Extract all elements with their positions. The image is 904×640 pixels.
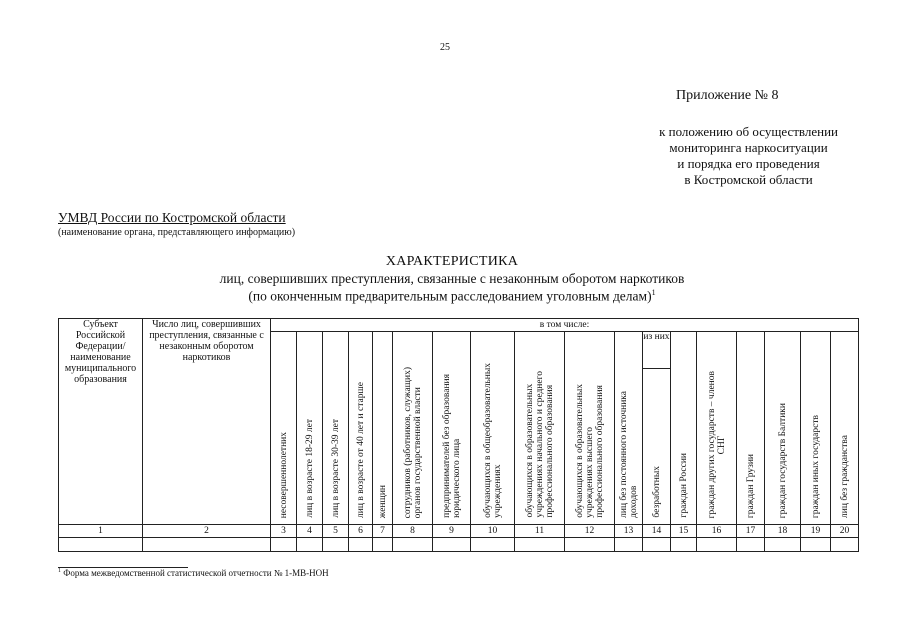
header-subject-text: Субъект Российской Федерации/ наименование муниципального образования [64, 319, 137, 385]
header-c5-text: лиц в возрасте 30-39 лет [330, 419, 341, 518]
document-title: ХАРАКТЕРИСТИКА [385, 254, 519, 269]
header-c5 [323, 332, 349, 525]
header-c9-line: предпринимателей без образования [441, 374, 452, 518]
header-c9 [433, 332, 471, 525]
document-subtitle-2 [0, 288, 904, 305]
header-c13-line: доходов [628, 485, 639, 518]
appendix-subtitle-line: в Костромской области [684, 172, 813, 187]
header-c15 [671, 332, 697, 525]
header-c11-line: обучающихся в образовательных [524, 384, 535, 518]
header-c12-line: обучающихся в образовательных [574, 384, 585, 518]
header-c12-line: профессионального образования [594, 385, 605, 518]
table-cell [831, 538, 859, 552]
column-number: 15 [671, 525, 697, 538]
column-number: 18 [765, 525, 801, 538]
header-c10-text [483, 363, 503, 518]
header-c17-text: граждан Грузии [745, 453, 756, 518]
header-total [143, 319, 271, 525]
table-cell [515, 538, 565, 552]
header-c3-text: несовершеннолетних [278, 431, 289, 518]
header-c13-line: лиц без постоянного источника [618, 391, 629, 518]
header-c7-text: женщин [377, 484, 388, 518]
header-c19-text: граждан иных государств [810, 414, 821, 518]
header-c8-line: органов государственной власти [412, 386, 423, 518]
column-number: 16 [697, 525, 737, 538]
header-c8-line: сотрудников (работников, служащих) [402, 366, 413, 518]
table-cell [615, 538, 643, 552]
characteristics-table [58, 318, 859, 552]
column-number: 7 [373, 525, 393, 538]
header-c16 [697, 332, 737, 525]
table-cell [349, 538, 373, 552]
header-c12-text [575, 384, 605, 518]
column-number: 10 [471, 525, 515, 538]
document-subtitle: лиц, совершивших преступления, связанные с незаконным оборотом наркотиков [219, 271, 685, 286]
column-number: 11 [515, 525, 565, 538]
page-number: 25 [440, 42, 450, 53]
header-c11-line: профессионального образования [544, 385, 555, 518]
column-number: 5 [323, 525, 349, 538]
header-c17 [737, 332, 765, 525]
appendix-title: Приложение № 8 [676, 88, 779, 103]
column-number: 13 [615, 525, 643, 538]
header-c16-line: СНГ [716, 434, 727, 454]
column-number: 1 [59, 525, 143, 538]
header-total-text: Число лиц, совершивших преступления, связанные с незаконным оборотом наркотиков [149, 319, 264, 363]
column-number: 6 [349, 525, 373, 538]
header-c8 [393, 332, 433, 525]
footnote-reference: 1 [651, 288, 656, 297]
table-cell [393, 538, 433, 552]
appendix-subtitle-line: мониторинга наркоситуации [669, 140, 828, 155]
header-c10-line: учреждениях [492, 464, 503, 518]
header-c14-text: безработных [651, 466, 662, 518]
footnote-text: Форма межведомственной статистической отчетности № 1-МВ-НОН [61, 568, 329, 578]
column-number: 14 [643, 525, 671, 538]
header-including-text: в том числе: [539, 320, 590, 330]
appendix-subtitle-line: к положению об осуществлении [659, 124, 838, 139]
column-number-row [59, 525, 859, 538]
table-cell [737, 538, 765, 552]
header-c12 [565, 332, 615, 525]
column-number: 9 [433, 525, 471, 538]
header-c20-text: лиц без гражданства [839, 435, 850, 518]
column-number: 4 [297, 525, 323, 538]
table-cell [143, 538, 271, 552]
table-cell [801, 538, 831, 552]
header-c10 [471, 332, 515, 525]
organization-caption: (наименование органа, представляющего информацию) [58, 227, 296, 238]
table-cell [323, 538, 349, 552]
header-subject [59, 319, 143, 525]
header-c4-text: лиц в возрасте 18-29 лет [304, 419, 315, 518]
table-cell [297, 538, 323, 552]
header-c16-text [707, 371, 727, 518]
table-cell [433, 538, 471, 552]
header-c9-text [442, 374, 462, 518]
header-c11-line: учреждениях начального и среднего [534, 371, 545, 518]
header-c11 [515, 332, 565, 525]
header-c4 [297, 332, 323, 525]
header-c14 [643, 369, 671, 525]
header-c15-text: граждан России [678, 453, 689, 518]
document-subtitle-2-text: (по оконченным предварительным расследованием уголовным делам) [248, 288, 652, 304]
header-iz-nikh-text: из них [643, 332, 670, 342]
header-c9-line: юридического лица [451, 438, 462, 518]
header-iz-nikh [643, 332, 671, 369]
header-c13-text [619, 391, 639, 518]
header-c11-text [525, 371, 555, 518]
column-number: 3 [271, 525, 297, 538]
column-number: 17 [737, 525, 765, 538]
table-cell [59, 538, 143, 552]
table-cell [765, 538, 801, 552]
header-c3 [271, 332, 297, 525]
table-cell [643, 538, 671, 552]
table-cell [373, 538, 393, 552]
table-cell [271, 538, 297, 552]
footnote-mark: 1 [58, 568, 61, 574]
column-number: 12 [565, 525, 615, 538]
table-cell [565, 538, 615, 552]
header-c12-line: учреждениях высшего [584, 427, 595, 518]
column-number: 8 [393, 525, 433, 538]
header-including [271, 319, 859, 332]
header-c6-text: лиц в возрасте от 40 лет и старше [355, 382, 366, 518]
header-c8-text [403, 367, 423, 518]
appendix-subtitle-line: и порядка его проведения [677, 156, 820, 171]
column-number: 20 [831, 525, 859, 538]
header-c18-text: граждан государств Балтики [777, 402, 788, 518]
table-cell [671, 538, 697, 552]
header-c20 [831, 332, 859, 525]
table-row [59, 538, 859, 552]
appendix-subtitle [659, 124, 838, 188]
header-c10-line: обучающихся в общеобразовательных [482, 363, 493, 518]
header-c18 [765, 332, 801, 525]
header-c13 [615, 332, 643, 525]
header-c7 [373, 332, 393, 525]
table-cell [471, 538, 515, 552]
footnote [58, 568, 329, 578]
organization-name: УМВД России по Костромской области [58, 210, 286, 225]
header-c6 [349, 332, 373, 525]
header-c16-line: граждан других государств – членов [706, 370, 717, 518]
column-number: 19 [801, 525, 831, 538]
table-cell [697, 538, 737, 552]
header-c19 [801, 332, 831, 525]
column-number: 2 [143, 525, 271, 538]
